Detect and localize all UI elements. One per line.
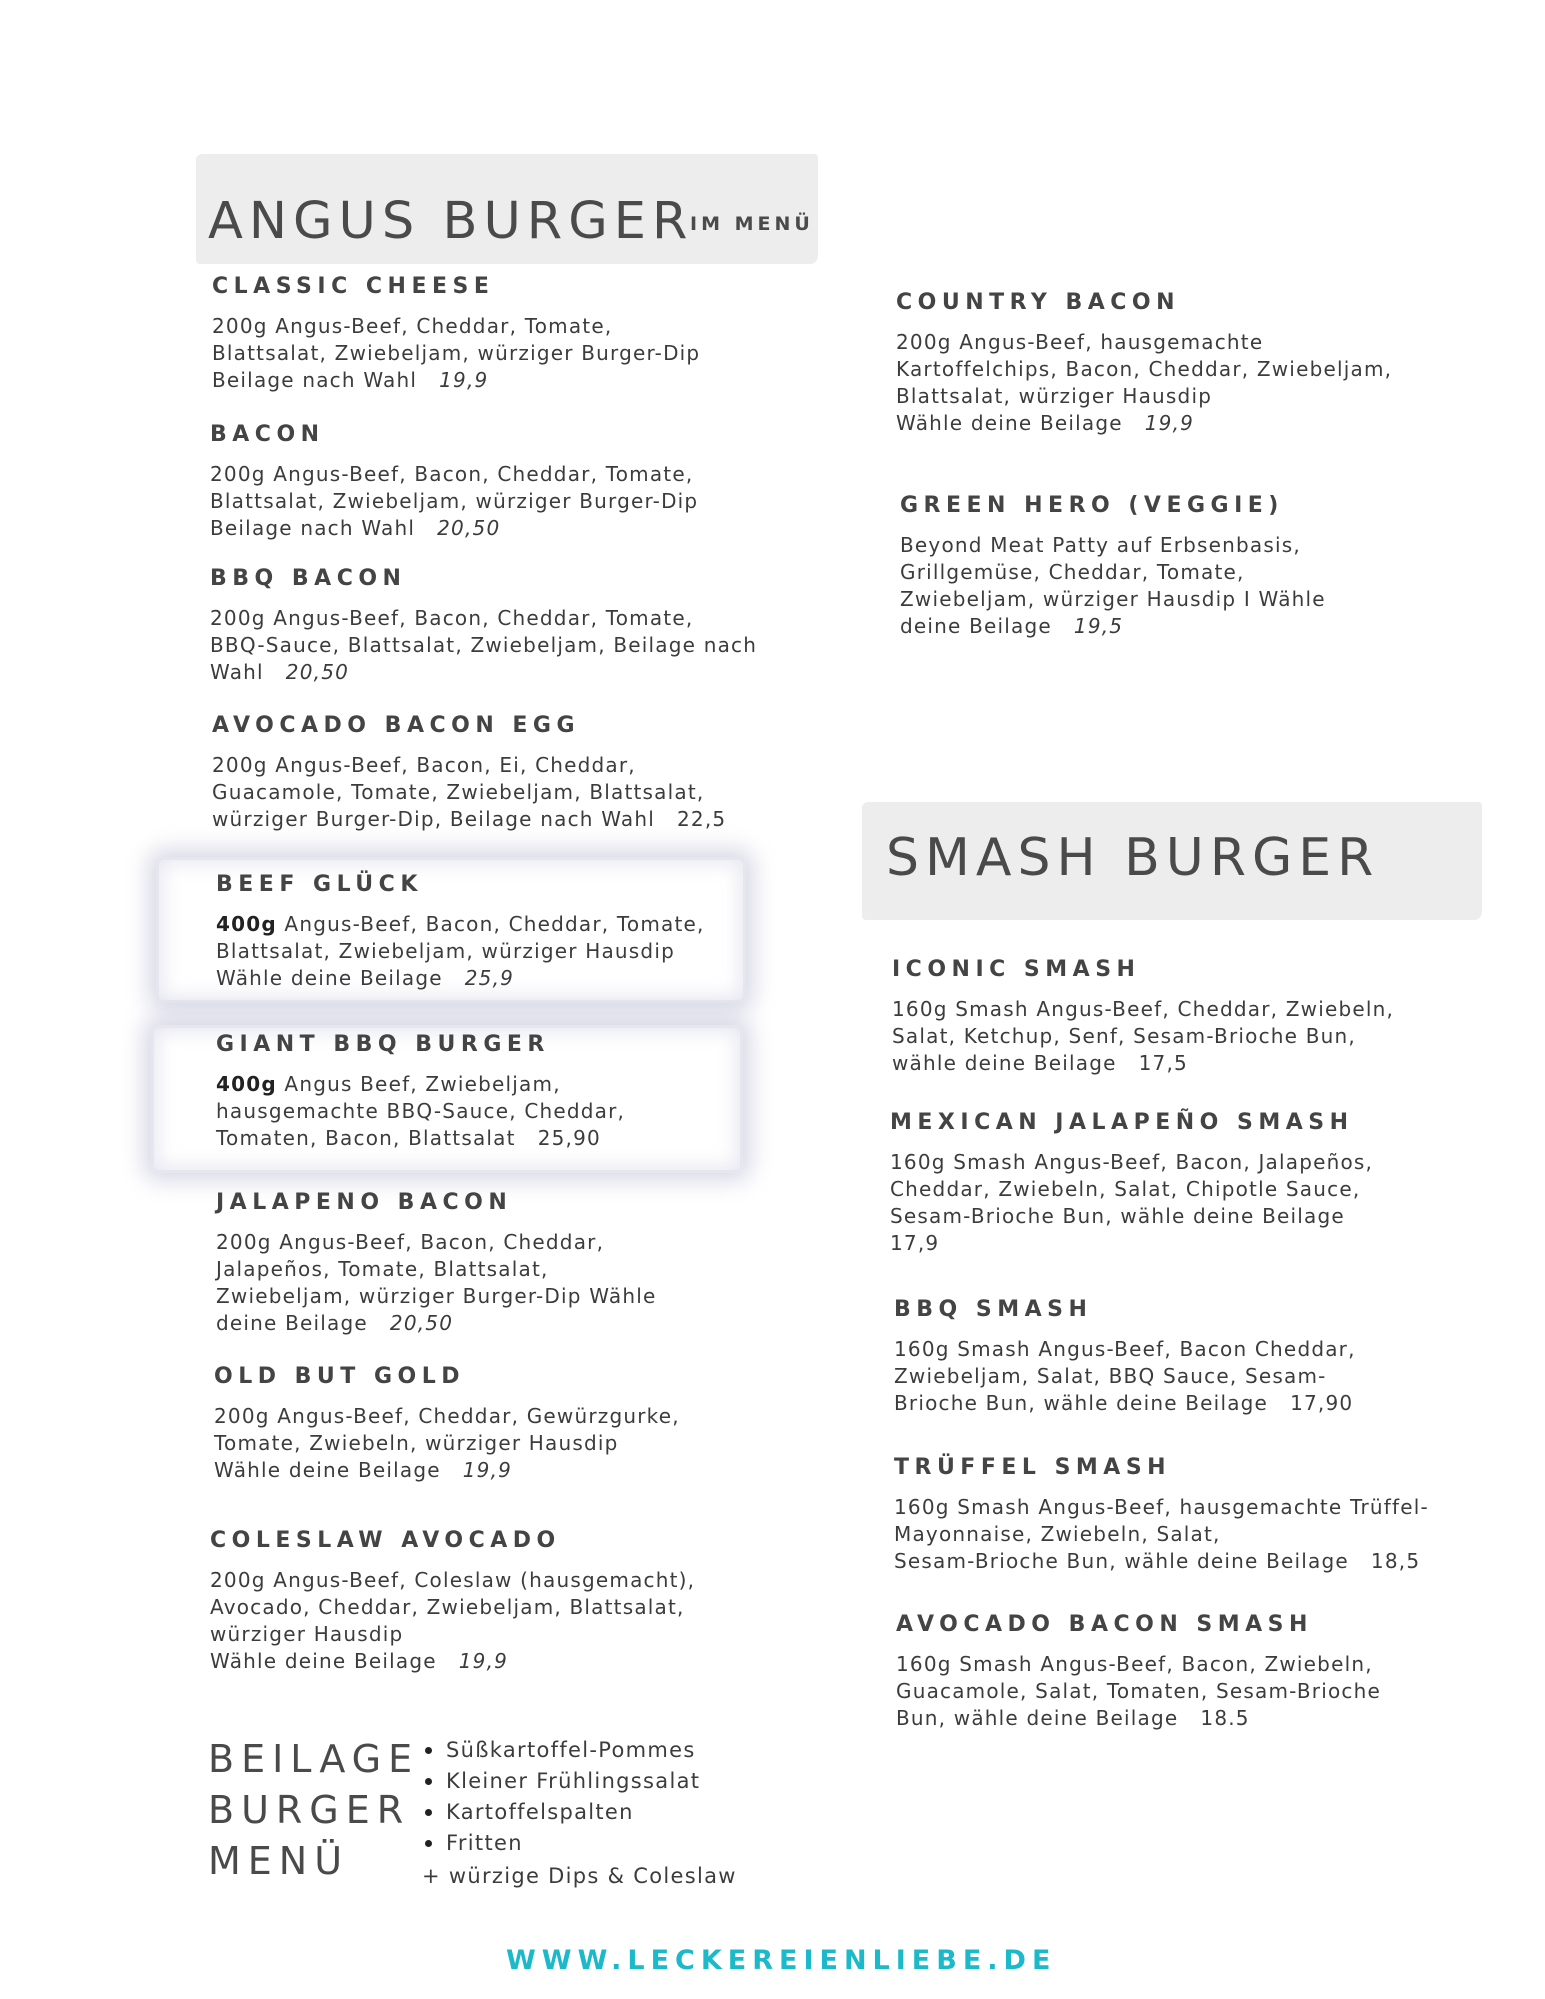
description-text: Avocado, Cheddar, Zwiebeljam, Blattsalat, (210, 1595, 685, 1619)
item-name: ICONIC SMASH (892, 957, 1141, 982)
description-line (212, 367, 700, 394)
price: 25,9 (464, 966, 515, 990)
menu-item-mexican-jalapeno-smash (890, 1110, 1373, 1257)
description-text: Beilage nach Wahl (212, 368, 418, 392)
description-text: Guacamole, Salat, Tomaten, Sesam-Brioche (896, 1679, 1382, 1703)
description-text: Zwiebeljam, Salat, BBQ Sauce, Sesam- (894, 1364, 1327, 1388)
price: 17,9 (890, 1231, 940, 1255)
description-text: 160g Smash Angus-Beef, Bacon, Zwiebeln, (896, 1652, 1373, 1676)
beilage-title (208, 1734, 419, 1887)
description-text: Blattsalat, Zwiebeljam, würziger Burger-Dip (210, 489, 699, 513)
description-text: 200g Angus-Beef, Cheddar, Gewürzgurke, (214, 1404, 680, 1428)
description-line (210, 659, 757, 686)
menu-item-jalapeno-bacon (216, 1190, 657, 1337)
description-line (216, 965, 705, 992)
price: 19,9 (462, 1458, 513, 1482)
item-name: COUNTRY BACON (896, 290, 1181, 315)
description-text: Sesam-Brioche Bun, wähle deine Beilage (894, 1549, 1349, 1573)
item-description (210, 605, 757, 686)
website-link[interactable]: WWW.LECKEREIENLIEBE.DE (506, 1945, 1057, 1976)
description-text: 200g Angus-Beef, Bacon, Cheddar, Tomate, (210, 462, 694, 486)
description-line (890, 1176, 1373, 1203)
description-text: Brioche Bun, wähle deine Beilage (894, 1391, 1269, 1415)
description-line (216, 938, 705, 965)
description-text: deine Beilage (900, 614, 1052, 638)
description-line (894, 1548, 1429, 1575)
description-line (216, 911, 705, 938)
description-text: Beilage nach Wahl (210, 516, 416, 540)
description-line (212, 752, 726, 779)
menu-item-beef-glueck (216, 872, 705, 992)
description-line (896, 383, 1392, 410)
menu-item-coleslaw-avocado (210, 1528, 695, 1675)
price: 19,9 (458, 1649, 509, 1673)
item-description (896, 1651, 1381, 1732)
description-line (896, 1678, 1381, 1705)
description-line (214, 1457, 680, 1484)
item-description (894, 1494, 1429, 1575)
item-name: AVOCADO BACON SMASH (896, 1612, 1313, 1637)
price: 17,90 (1290, 1391, 1354, 1415)
beilage-title-line: BEILAGE (208, 1737, 420, 1781)
beilage-title-line: BURGER (208, 1788, 411, 1832)
description-text: 200g Angus-Beef, Cheddar, Tomate, (212, 314, 613, 338)
description-line (210, 488, 698, 515)
description-line (894, 1336, 1356, 1363)
description-text: 160g Smash Angus-Beef, Cheddar, Zwiebeln, (892, 997, 1395, 1021)
description-line (890, 1149, 1373, 1176)
menu-item-avocado-bacon-egg (212, 713, 726, 833)
description-line (210, 1648, 695, 1675)
smash-burger-title: SMASH BURGER (886, 828, 1380, 888)
description-line (212, 779, 726, 806)
description-text: würziger Burger-Dip, Beilage nach Wahl (212, 807, 655, 831)
price: 18,5 (1370, 1549, 1421, 1573)
item-description (890, 1149, 1373, 1257)
item-description (216, 911, 705, 992)
beilage-list (422, 1735, 737, 1892)
price: 19,9 (439, 368, 489, 392)
description-line (210, 605, 757, 632)
beilage-extra: + würzige Dips & Coleslaw (422, 1864, 737, 1888)
item-name: GREEN HERO (VEGGIE) (900, 493, 1284, 518)
description-line (894, 1363, 1356, 1390)
item-description (210, 461, 698, 542)
item-description (210, 1567, 695, 1675)
item-description (900, 532, 1326, 640)
description-text: Guacamole, Tomate, Zwiebeljam, Blattsalat, (212, 780, 705, 804)
beilage-list-item: Kartoffelspalten (422, 1797, 737, 1828)
description-line (896, 1651, 1381, 1678)
description-text: Beyond Meat Patty auf Erbsenbasis, (900, 533, 1301, 557)
menu-item-bbq-bacon (210, 566, 757, 686)
description-line (894, 1521, 1429, 1548)
price: 19,9 (1144, 411, 1195, 435)
menu-item-bacon (210, 422, 698, 542)
item-name: CLASSIC CHEESE (212, 274, 495, 299)
price: 18.5 (1200, 1706, 1250, 1730)
description-text: Angus Beef, Zwiebeljam, (276, 1072, 561, 1096)
item-name: BEEF GLÜCK (216, 872, 423, 897)
description-text: Zwiebeljam, würziger Hausdip I Wähle (900, 587, 1326, 611)
description-text: Sesam-Brioche Bun, wähle deine Beilage (890, 1204, 1345, 1228)
description-text: Cheddar, Zwiebeln, Salat, Chipotle Sauce, (890, 1177, 1361, 1201)
description-text: Zwiebeljam, würziger Burger-Dip Wähle (216, 1284, 657, 1308)
beilage-list-item: Süßkartoffel-Pommes (422, 1735, 737, 1766)
item-name: AVOCADO BACON EGG (212, 713, 581, 738)
description-line (212, 806, 726, 833)
item-name: MEXICAN JALAPEÑO SMASH (890, 1110, 1354, 1135)
price: 20,50 (437, 516, 501, 540)
item-name: JALAPENO BACON (216, 1190, 513, 1215)
description-line (896, 356, 1392, 383)
description-text: 200g Angus-Beef, hausgemachte (896, 330, 1264, 354)
description-line (896, 1705, 1381, 1732)
description-line (892, 1023, 1394, 1050)
description-text: Tomate, Zwiebeln, würziger Hausdip (214, 1431, 619, 1455)
description-text: Blattsalat, würziger Hausdip (896, 384, 1213, 408)
description-line (892, 996, 1394, 1023)
description-text: Mayonnaise, Zwiebeln, Salat, (894, 1522, 1221, 1546)
item-name: TRÜFFEL SMASH (894, 1455, 1172, 1480)
description-line (210, 1594, 695, 1621)
item-description (894, 1336, 1356, 1417)
beilage-list-item: Kleiner Frühlingssalat (422, 1766, 737, 1797)
item-name: COLESLAW AVOCADO (210, 1528, 561, 1553)
description-text: 200g Angus-Beef, Bacon, Cheddar, (216, 1230, 605, 1254)
description-text: 160g Smash Angus-Beef, Bacon, Jalapeños, (890, 1150, 1374, 1174)
item-name: BBQ SMASH (894, 1297, 1093, 1322)
description-line (216, 1071, 625, 1098)
description-line (214, 1430, 680, 1457)
item-name: BACON (210, 422, 325, 447)
description-text: Wähle deine Beilage (216, 966, 443, 990)
description-text: 200g Angus-Beef, Bacon, Cheddar, Tomate, (210, 606, 694, 630)
description-line (210, 515, 698, 542)
menu-item-giant-bbq-burger (216, 1032, 625, 1152)
description-text: wähle deine Beilage (892, 1051, 1117, 1075)
description-line (216, 1098, 625, 1125)
description-text: würziger Hausdip (210, 1622, 404, 1646)
price: 20,50 (389, 1311, 454, 1335)
description-line (894, 1494, 1429, 1521)
description-line (210, 1621, 695, 1648)
description-text: Wähle deine Beilage (210, 1649, 437, 1673)
description-line (216, 1256, 657, 1283)
description-line (216, 1125, 625, 1152)
weight-highlight: 400g (216, 1072, 277, 1096)
description-text: Wahl (210, 660, 264, 684)
weight-highlight: 400g (216, 912, 277, 936)
description-text: 200g Angus-Beef, Bacon, Ei, Cheddar, (212, 753, 636, 777)
description-line (212, 340, 700, 367)
description-line (890, 1230, 1373, 1257)
menu-item-classic-cheese (212, 274, 700, 394)
description-text: Bun, wähle deine Beilage (896, 1706, 1179, 1730)
menu-item-green-hero (900, 493, 1326, 640)
description-text: 160g Smash Angus-Beef, Bacon Cheddar, (894, 1337, 1356, 1361)
item-description (896, 329, 1392, 437)
item-description (892, 996, 1394, 1077)
description-line (900, 586, 1326, 613)
description-text: Blattsalat, Zwiebeljam, würziger Hausdip (216, 939, 675, 963)
description-line (210, 461, 698, 488)
description-text: Grillgemüse, Cheddar, Tomate, (900, 560, 1245, 584)
description-text: BBQ-Sauce, Blattsalat, Zwiebeljam, Beilage nach (210, 633, 758, 657)
menu-item-old-but-gold (214, 1364, 680, 1484)
description-line (894, 1390, 1356, 1417)
price: 25,90 (537, 1126, 601, 1150)
item-name: OLD BUT GOLD (214, 1364, 465, 1389)
description-text: hausgemachte BBQ-Sauce, Cheddar, (216, 1099, 626, 1123)
item-name: GIANT BBQ BURGER (216, 1032, 550, 1057)
description-text: Wähle deine Beilage (896, 411, 1123, 435)
description-line (216, 1229, 657, 1256)
menu-item-iconic-smash (892, 957, 1394, 1077)
description-text: Tomaten, Bacon, Blattsalat (216, 1126, 516, 1150)
price: 20,50 (285, 660, 350, 684)
menu-item-trueffel-smash (894, 1455, 1429, 1575)
beilage-title-line: MENÜ (208, 1839, 350, 1883)
description-text: 200g Angus-Beef, Coleslaw (hausgemacht), (210, 1568, 696, 1592)
description-text: Salat, Ketchup, Senf, Sesam-Brioche Bun, (892, 1024, 1356, 1048)
angus-burger-title: ANGUS BURGER (208, 192, 694, 251)
description-line (210, 1567, 695, 1594)
description-text: deine Beilage (216, 1311, 368, 1335)
description-line (216, 1310, 657, 1337)
price: 19,5 (1073, 614, 1124, 638)
item-description (216, 1229, 657, 1337)
item-description (216, 1071, 625, 1152)
description-line (210, 632, 757, 659)
description-line (216, 1283, 657, 1310)
description-text: Wähle deine Beilage (214, 1458, 441, 1482)
angus-burger-subtitle: IM MENÜ (690, 213, 814, 235)
price: 17,5 (1138, 1051, 1188, 1075)
description-line (900, 559, 1326, 586)
description-line (896, 329, 1392, 356)
description-line (900, 613, 1326, 640)
description-text: Kartoffelchips, Bacon, Cheddar, Zwiebeljam, (896, 357, 1393, 381)
description-text: Angus-Beef, Bacon, Cheddar, Tomate, (276, 912, 705, 936)
item-description (214, 1403, 680, 1484)
menu-item-bbq-smash (894, 1297, 1356, 1417)
item-name: BBQ BACON (210, 566, 407, 591)
description-text: Blattsalat, Zwiebeljam, würziger Burger-Dip (212, 341, 701, 365)
description-line (892, 1050, 1394, 1077)
description-line (890, 1203, 1373, 1230)
description-line (212, 313, 700, 340)
description-text: 160g Smash Angus-Beef, hausgemachte Trüffel- (894, 1495, 1429, 1519)
beilage-list-item: Fritten (422, 1828, 737, 1859)
description-line (896, 410, 1392, 437)
menu-item-avocado-bacon-smash (896, 1612, 1381, 1732)
item-description (212, 752, 726, 833)
description-text: Jalapeños, Tomate, Blattsalat, (216, 1257, 549, 1281)
description-line (900, 532, 1326, 559)
price: 22,5 (676, 807, 727, 831)
menu-item-country-bacon (896, 290, 1392, 437)
item-description (212, 313, 700, 394)
description-line (214, 1403, 680, 1430)
